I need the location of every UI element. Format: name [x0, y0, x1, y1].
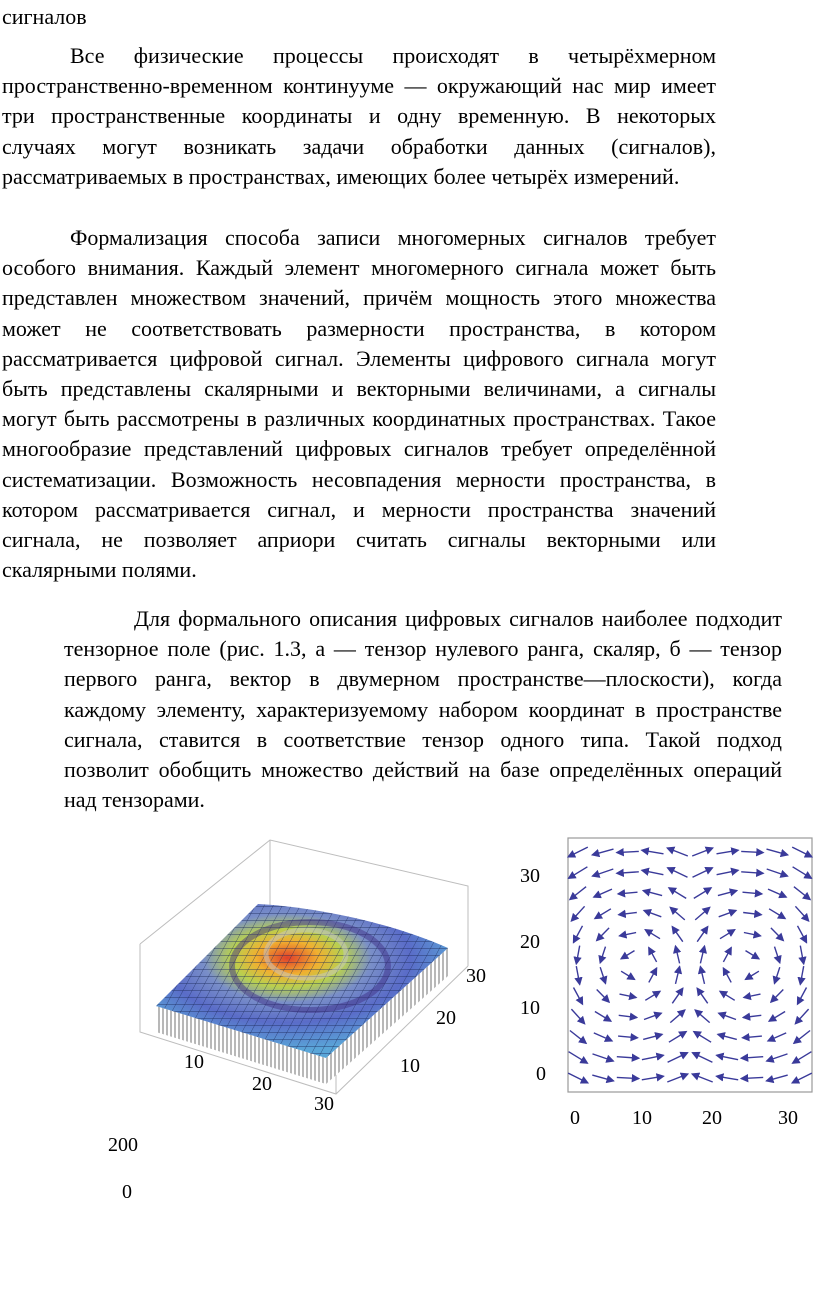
vector-arrow [741, 1057, 763, 1059]
vector-arrow [700, 946, 704, 963]
vector-arrow [792, 1073, 812, 1083]
vector-arrow [617, 1057, 639, 1059]
vector-arrow [593, 1054, 614, 1061]
vector-arrow [645, 991, 660, 1000]
vector-arrow [694, 1032, 711, 1043]
x-tick-label: 30 [778, 1107, 798, 1129]
vector-arrow [667, 848, 688, 856]
paragraph-3: Для формального описания цифровых сигналов наиболее подходит тензорное поле (рис. 1.3, а — тензор нулевого ранга, скаляр, б — тензор первого ранга, вектор в двумерном пространстве—плоскости), когда каждому элементу, характеризуемому набором координат в пространстве сигнала, ставится в соответствие тензор одного типа. Такой подход позволит обобщить множество действий на базе определённых операций над тензорами. [64, 606, 782, 813]
vector-arrow [692, 848, 713, 856]
vector-arrow [672, 927, 683, 942]
vector-arrow [743, 1036, 762, 1038]
vector-arrow [800, 946, 803, 964]
vector-arrow [570, 1031, 586, 1044]
vector-arrow [794, 887, 810, 900]
vector-arrow [649, 968, 657, 982]
vector-arrow [569, 867, 588, 879]
tick-label: 10 [400, 1055, 420, 1077]
vector-arrow [719, 911, 736, 917]
tick-label: 20 [436, 1007, 456, 1029]
vector-arrow [693, 868, 713, 878]
vector-arrow [620, 994, 637, 997]
vector-arrow [768, 889, 786, 897]
vector-arrow [644, 911, 661, 917]
vector-arrow [741, 1077, 763, 1078]
vector-arrow [668, 1053, 688, 1063]
heading-fragment: сигналов [2, 4, 87, 29]
vector-arrow [571, 1009, 584, 1024]
tick-label: 30 [314, 1093, 334, 1115]
vector-arrow [718, 891, 737, 896]
y-tick-label: 30 [520, 865, 540, 887]
vector-field-plot [516, 832, 816, 1132]
vector-arrow [746, 951, 759, 959]
vector-arrow [695, 1010, 710, 1023]
vector-arrow [720, 991, 735, 1000]
vector-arrow [743, 892, 762, 894]
vector-arrow [697, 927, 708, 942]
vector-arrow [642, 1076, 664, 1080]
vector-arrow [744, 933, 761, 936]
vector-arrow [767, 1075, 788, 1081]
x-tick-label: 20 [702, 1107, 722, 1129]
vector-arrow [592, 849, 613, 855]
vector-arrow [768, 1033, 786, 1041]
vector-arrow [718, 1034, 737, 1039]
surface-plot-figure [130, 836, 500, 1126]
z-tick-200: 200 [108, 1134, 138, 1156]
vector-arrow [600, 967, 605, 983]
vector-arrow [795, 1009, 808, 1024]
vector-arrow [576, 946, 579, 964]
y-tick-labels [520, 865, 546, 1085]
vector-arrow [672, 988, 683, 1003]
vector-arrow [644, 1013, 661, 1019]
vector-arrow [570, 887, 586, 900]
vector-arrow [775, 947, 780, 963]
x-tick-labels [570, 1107, 798, 1129]
vector-arrow [723, 968, 731, 982]
vector-arrow [669, 1032, 686, 1043]
vector-arrow [720, 930, 735, 939]
tick-label: 30 [466, 965, 486, 987]
vector-arrow [798, 988, 807, 1005]
vector-arrow [642, 870, 664, 874]
vector-arrow [771, 928, 783, 941]
z-tick-0: 0 [122, 1181, 132, 1203]
vector-arrow [798, 926, 807, 943]
vector-arrow [618, 892, 637, 894]
vector-arrow [717, 1055, 739, 1059]
vector-arrow [744, 994, 761, 997]
vector-arrow [670, 1010, 685, 1023]
vector-arrow [569, 1052, 588, 1064]
vector-arrow [743, 1015, 761, 1017]
x-tick-label: 0 [570, 1107, 580, 1129]
vector-arrow [741, 851, 763, 852]
y-tick-label: 10 [520, 997, 540, 1019]
vector-arrow [617, 1077, 639, 1078]
tick-label: 20 [252, 1073, 272, 1095]
vector-arrow [695, 907, 710, 920]
vector-arrow [597, 928, 609, 941]
paragraph-2: Формализация способа записи многомерных сигналов требует особого внимания. Каждый элемент многомерного сигнала может быть представлен множеством значений, причём мощность этого множества может не соответствовать размерности пространства, в котором рассматривается цифровой сигнал. Элементы цифрового сигнала могут быть представлены скалярными и векторными величинами, а сигналы могут быть рассмотрены в различных координатных пространствах. Такое многообразие представлений цифровых сигналов требует определённой систематизации. Возможность несовпадения мерности пространства, в котором рассматривается сигнал, и мерности пространства значений сигнала, не позволяет априори считать сигналы векторными или скалярными полями. [2, 225, 716, 583]
vector-arrow [793, 867, 812, 879]
vector-arrow [717, 1076, 739, 1080]
vector-arrow [642, 850, 664, 854]
vector-arrow [676, 967, 680, 984]
vector-arrow [719, 1013, 736, 1019]
vector-arrow [667, 1074, 688, 1082]
vector-arrow [649, 948, 657, 962]
y-tick-label: 20 [520, 931, 540, 953]
vector-arrow [595, 1012, 611, 1022]
vector-arrow [620, 933, 637, 936]
vector-arrow [617, 872, 639, 874]
vector-arrow [694, 888, 711, 899]
vector-arrow [800, 966, 803, 984]
vector-arrow [568, 847, 588, 857]
vector-arrow [775, 967, 780, 983]
vector-arrow [767, 1054, 788, 1061]
vector-arrow [643, 1034, 662, 1039]
arrow-layer [568, 847, 812, 1083]
vector-arrow [668, 868, 688, 878]
vector-arrow [594, 889, 612, 897]
vector-arrow [619, 1015, 637, 1017]
vector-arrow [670, 907, 685, 920]
y-tick-label: 0 [536, 1063, 546, 1085]
paragraph-1: Все физические процессы происходят в четырёхмерном пространственно-временном континууме — окружающий нас мир имеет три пространственные координаты и одну временную. В некоторых случаях могут возникать задачи обработки данных (сигналов), рассматриваемых в пространствах, имеющих более четырёх измерений. [2, 43, 716, 189]
vector-arrow [643, 891, 662, 896]
vector-arrow [692, 1074, 713, 1082]
vector-arrow [771, 990, 783, 1003]
surface-plot [130, 836, 500, 1126]
vector-arrow [574, 988, 583, 1005]
vector-arrow [743, 913, 761, 915]
vector-arrow [621, 971, 634, 979]
vector-arrow [618, 1036, 637, 1038]
vector-arrow [767, 869, 788, 876]
vector-arrow [619, 913, 637, 915]
vector-arrow [597, 990, 609, 1003]
vector-arrow [645, 930, 660, 939]
vector-arrow [669, 888, 686, 899]
vector-arrow [676, 946, 680, 963]
vector-arrow [717, 870, 739, 874]
vector-arrow [595, 909, 611, 919]
vector-arrow [769, 1012, 785, 1022]
vector-arrow [700, 967, 704, 984]
x-tick-label: 10 [632, 1107, 652, 1129]
vector-arrow [576, 966, 579, 984]
vector-arrow [621, 951, 634, 959]
tick-label: 10 [184, 1051, 204, 1073]
vector-arrow [794, 1031, 810, 1044]
vector-arrow [792, 847, 812, 857]
vector-arrow [697, 988, 708, 1003]
vector-arrow [571, 906, 584, 921]
vector-arrow [617, 851, 639, 852]
vector-arrow [769, 909, 785, 919]
vector-arrow [767, 849, 788, 855]
vector-arrow [795, 906, 808, 921]
vector-arrow [574, 926, 583, 943]
vector-arrow [746, 971, 759, 979]
plot-frame [568, 838, 812, 1092]
vector-field-figure [516, 832, 816, 1132]
vector-arrow [592, 1075, 613, 1081]
vector-arrow [593, 869, 614, 876]
vector-arrow [717, 850, 739, 854]
vector-arrow [594, 1033, 612, 1041]
vector-arrow [741, 872, 763, 874]
vector-arrow [600, 947, 605, 963]
vector-arrow [568, 1073, 588, 1083]
vector-arrow [693, 1053, 713, 1063]
vector-arrow [642, 1055, 664, 1059]
vector-arrow [793, 1052, 812, 1064]
vector-arrow [723, 948, 731, 962]
